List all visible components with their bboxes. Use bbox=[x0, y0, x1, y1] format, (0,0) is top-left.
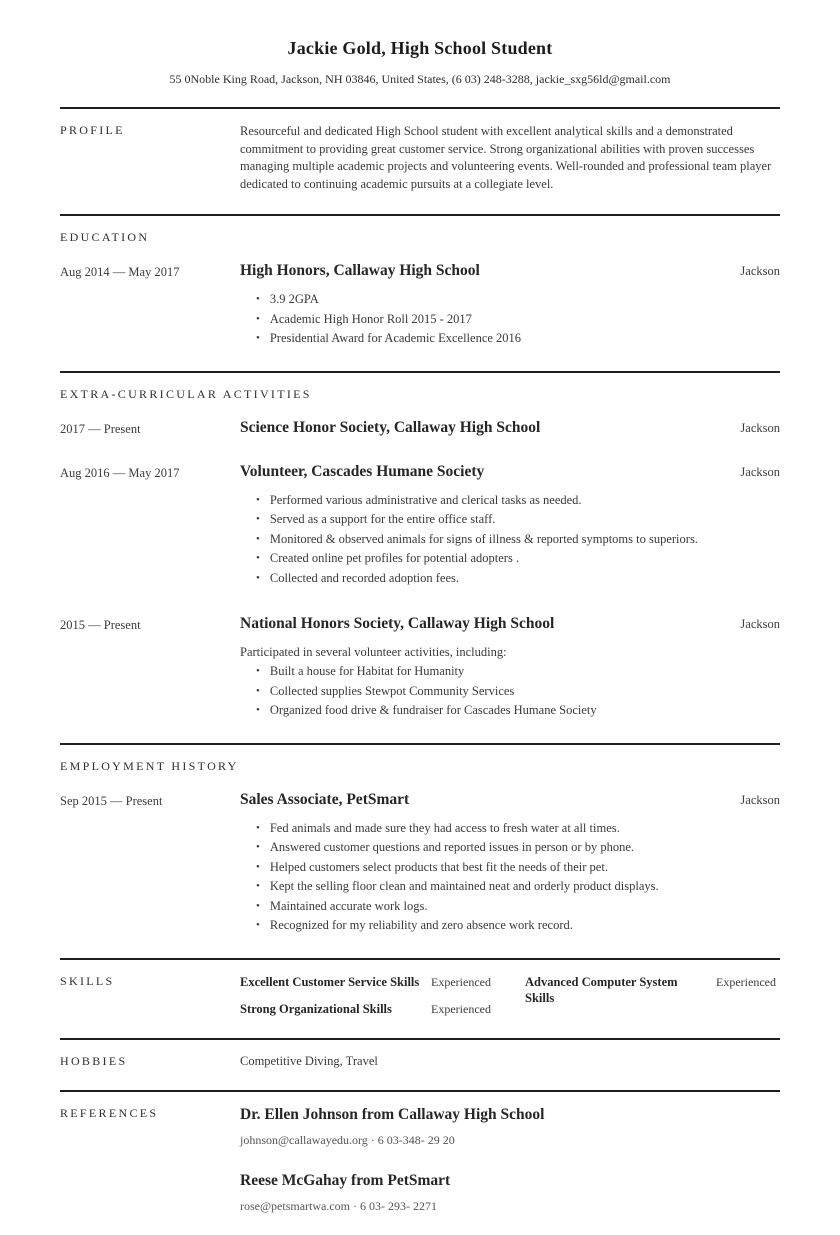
bullet-dot: • bbox=[256, 899, 260, 912]
skills-grid bbox=[240, 974, 780, 1018]
skill-level: Experienced bbox=[431, 1002, 491, 1016]
reference-contact: johnson@callawayedu.org · 6 03-348- 29 20 bbox=[240, 1133, 455, 1148]
employment-bullet-list bbox=[240, 820, 780, 934]
section-label-hobbies: HOBBIES bbox=[60, 1054, 128, 1069]
entry-date: Sep 2015 — Present bbox=[60, 793, 163, 808]
entry-location: Jackson bbox=[740, 792, 780, 807]
bullet-dot: • bbox=[256, 332, 260, 344]
extracurricular-label-row bbox=[60, 387, 780, 402]
section-label-skills: SKILLS bbox=[60, 973, 115, 988]
profile-content bbox=[240, 123, 780, 193]
candidate-name: Jackie Gold, High School Student bbox=[287, 38, 553, 58]
entry-location: Jackson bbox=[740, 420, 780, 435]
bullet-dot: • bbox=[256, 493, 260, 506]
bullet-dot: • bbox=[256, 312, 260, 325]
bullet-dot: • bbox=[256, 841, 260, 854]
bullet-item: • Built a house for Habitat for Humanity bbox=[256, 664, 465, 679]
bullet-dot: • bbox=[256, 860, 260, 873]
skill-level: Experienced bbox=[431, 974, 491, 989]
reference-entry bbox=[240, 1172, 780, 1214]
section-hobbies bbox=[60, 1038, 780, 1090]
skills-column-left bbox=[240, 974, 495, 1018]
reference-entry bbox=[240, 1106, 780, 1148]
entry-header bbox=[240, 463, 780, 481]
skill-name: Strong Organizational Skills bbox=[240, 1002, 392, 1016]
bullet-item: • Monitored & observed animals for signs of illness & reported symptoms to superiors. bbox=[256, 531, 698, 546]
entry-date: Aug 2014 — May 2017 bbox=[60, 265, 180, 279]
entry-header bbox=[240, 791, 780, 809]
bullet-dot: • bbox=[256, 532, 260, 545]
education-bullet-list bbox=[240, 291, 780, 347]
skills-column-right bbox=[525, 974, 780, 1018]
skill-name: Advanced Computer System Skills bbox=[525, 974, 678, 1005]
entry-title: Volunteer, Cascades Humane Society bbox=[240, 462, 485, 480]
bullet-dot: • bbox=[256, 919, 260, 932]
contact-line: 55 0Noble King Road, Jackson, NH 03846, United States, (6 03) 248-3288, jackie_sxg56ld@gmail.com bbox=[169, 72, 671, 86]
bullet-item: • Helped customers select products that best fit the needs of their pet. bbox=[256, 859, 608, 874]
entry-title: High Honors, Callaway High School bbox=[240, 262, 480, 279]
bullet-dot: • bbox=[256, 880, 260, 893]
bullet-dot: • bbox=[256, 704, 260, 717]
skill-item bbox=[240, 974, 495, 990]
section-label-education: EDUCATION bbox=[60, 230, 150, 244]
bullet-dot: • bbox=[256, 665, 260, 678]
bullet-item: • Created online pet profiles for potential adopters . bbox=[256, 551, 520, 565]
bullet-dot: • bbox=[256, 571, 260, 584]
bullet-dot: • bbox=[256, 821, 260, 834]
extracurricular-entry-volunteer bbox=[60, 463, 780, 590]
bullet-item: • Answered customer questions and reported issues in person or by phone. bbox=[256, 840, 635, 855]
entry-location: Jackson bbox=[740, 264, 780, 278]
bullet-item: • Recognized for my reliability and zero absence work record. bbox=[256, 918, 573, 933]
education-entry bbox=[60, 262, 780, 350]
reference-contact: rose@petsmartwa.com · 6 03- 293- 2271 bbox=[240, 1199, 438, 1214]
nhs-bullet-list bbox=[240, 663, 780, 719]
skill-item bbox=[240, 1001, 495, 1017]
entry-title: Sales Associate, PetSmart bbox=[240, 790, 410, 808]
profile-label-cell bbox=[60, 123, 240, 193]
entry-date: Aug 2016 — May 2017 bbox=[60, 465, 180, 480]
bullet-item: • Kept the selling floor clean and maintained neat and orderly product displays. bbox=[256, 879, 659, 894]
section-label-extracurricular: EXTRA-CURRICULAR ACTIVITIES bbox=[60, 386, 312, 401]
bullet-item: • Maintained accurate work logs. bbox=[256, 898, 428, 913]
skill-item bbox=[525, 974, 780, 1007]
section-label-profile: PROFILE bbox=[60, 123, 125, 137]
bullet-dot: • bbox=[256, 684, 260, 697]
entry-location: Jackson bbox=[740, 464, 780, 479]
extracurricular-entry-national-honors-society bbox=[60, 615, 780, 722]
employment-label-row bbox=[60, 759, 780, 774]
bullet-dot: • bbox=[256, 513, 260, 525]
profile-text: Resourceful and dedicated High School student with excellent analytical skills and a demonstrated commitment to providing great customer service. Strong organizational abilities with proven successes managing multiple academic projects and volunteering events. Well-rounded and professional team player dedicated to continuing academic pursuits at a collegiate level. bbox=[240, 124, 772, 191]
reference-name: Reese McGahay from PetSmart bbox=[240, 1172, 451, 1190]
bullet-item: • Served as a support for the entire office staff. bbox=[256, 512, 496, 526]
skill-name: Excellent Customer Service Skills bbox=[240, 974, 420, 989]
entry-header bbox=[240, 262, 780, 280]
entry-intro: Participated in several volunteer activities, including: bbox=[240, 645, 507, 659]
volunteer-bullet-list bbox=[240, 492, 780, 587]
bullet-item: • Fed animals and made sure they had access to fresh water at all times. bbox=[256, 820, 620, 835]
reference-name: Dr. Ellen Johnson from Callaway High School bbox=[240, 1106, 545, 1124]
section-profile bbox=[60, 107, 780, 214]
hobbies-text: Competitive Diving, Travel bbox=[240, 1054, 378, 1069]
resume-header bbox=[60, 38, 780, 87]
entry-location: Jackson bbox=[740, 617, 780, 631]
section-skills bbox=[60, 958, 780, 1039]
section-references bbox=[60, 1090, 780, 1235]
bullet-item: • Academic High Honor Roll 2015 - 2017 bbox=[256, 311, 472, 326]
section-extracurricular bbox=[60, 371, 780, 743]
section-education bbox=[60, 214, 780, 371]
entry-date: 2015 — Present bbox=[60, 618, 141, 632]
bullet-item: • Collected and recorded adoption fees. bbox=[256, 570, 460, 585]
bullet-item: • Performed various administrative and clerical tasks as needed. bbox=[256, 492, 582, 507]
bullet-item: • Collected supplies Stewpot Community Services bbox=[256, 683, 515, 698]
section-label-employment: EMPLOYMENT HISTORY bbox=[60, 758, 239, 773]
bullet-dot: • bbox=[256, 293, 260, 305]
entry-header bbox=[240, 419, 780, 437]
entry-title: Science Honor Society, Callaway High School bbox=[240, 418, 541, 436]
section-label-references: REFERENCES bbox=[60, 1106, 159, 1121]
bullet-dot: • bbox=[256, 552, 260, 564]
section-employment bbox=[60, 743, 780, 958]
entry-title: National Honors Society, Callaway High School bbox=[240, 615, 555, 632]
skill-level: Experienced bbox=[716, 974, 776, 989]
entry-header bbox=[240, 615, 780, 633]
bullet-item: • Presidential Award for Academic Excellence 2016 bbox=[256, 331, 522, 345]
entry-date: 2017 — Present bbox=[60, 421, 141, 436]
bullet-item: • Organized food drive & fundraiser for Cascades Humane Society bbox=[256, 703, 597, 718]
extracurricular-entry-science-honor-society bbox=[60, 419, 780, 437]
education-label-row bbox=[60, 230, 780, 245]
employment-entry-petsmart bbox=[60, 791, 780, 937]
bullet-item: • 3.9 2GPA bbox=[256, 292, 319, 306]
